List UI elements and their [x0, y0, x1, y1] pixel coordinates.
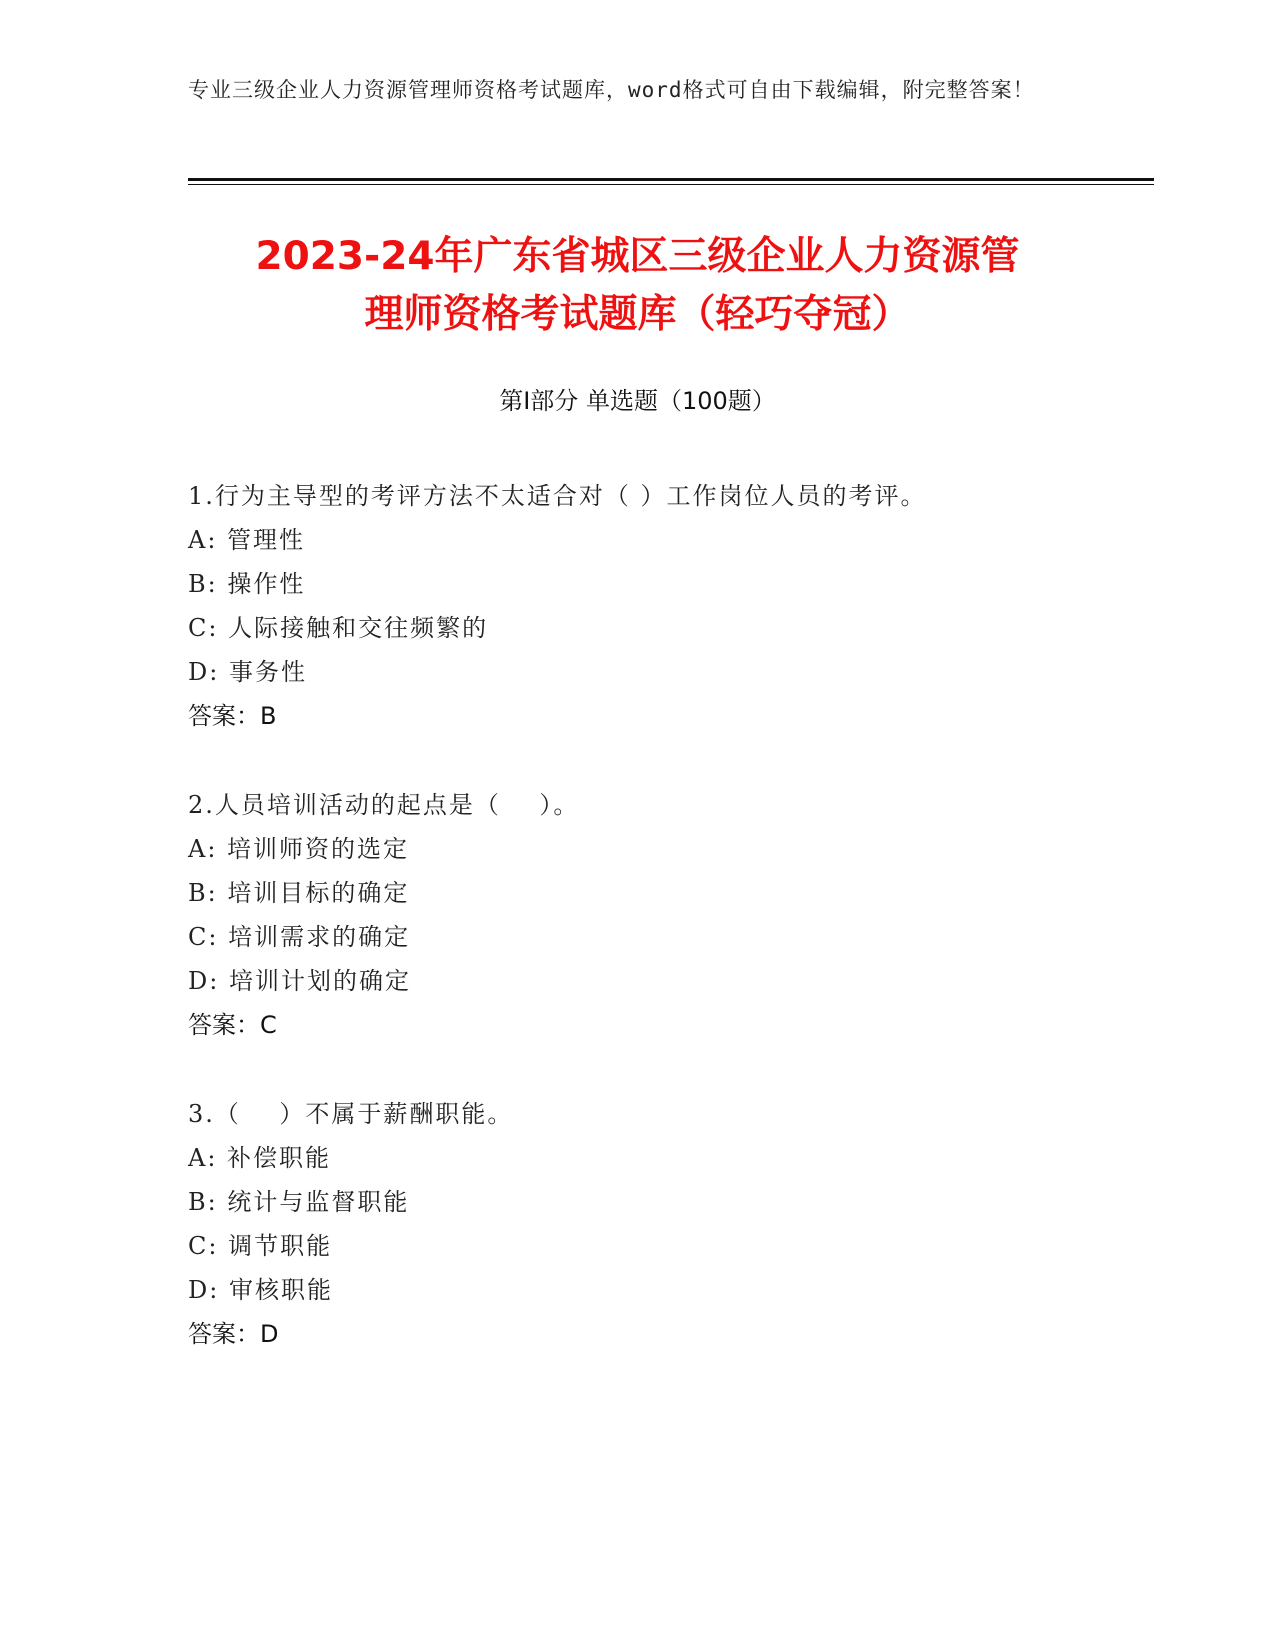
header-rule-thin	[188, 184, 1154, 185]
option-a: A: 管理性	[188, 526, 306, 554]
option-d: D: 审核职能	[188, 1276, 333, 1304]
answer: 答案：D	[188, 1320, 279, 1348]
option-d: D: 培训计划的确定	[188, 967, 411, 995]
header-rule-thick	[188, 178, 1154, 181]
document-title-line-2: 理师资格考试题库（轻巧夺冠）	[364, 292, 911, 337]
option-c: C: 人际接触和交往频繁的	[188, 614, 489, 642]
question-stem: 1.行为主导型的考评方法不太适合对（ ）工作岗位人员的考评。	[188, 482, 927, 510]
option-b: B: 培训目标的确定	[188, 879, 410, 907]
section-title: 第Ⅰ部分 单选题（100题）	[499, 387, 776, 415]
option-b: B: 操作性	[188, 570, 306, 598]
question-3	[188, 1092, 1128, 1356]
option-d: D: 事务性	[188, 658, 307, 686]
header-note: 专业三级企业人力资源管理师资格考试题库，word格式可自由下载编辑，附完整答案！	[188, 78, 1035, 102]
option-a: A: 培训师资的选定	[188, 835, 410, 863]
question-list	[188, 474, 1128, 1401]
option-b: B: 统计与监督职能	[188, 1188, 410, 1216]
answer: 答案：C	[188, 1011, 277, 1039]
question-stem: 3.（ ）不属于薪酬职能。	[188, 1100, 514, 1128]
question-2	[188, 783, 1128, 1047]
answer: 答案：B	[188, 702, 277, 730]
document-title-line-1: 2023-24年广东省城区三级企业人力资源管	[255, 234, 1020, 279]
document-title	[150, 228, 1125, 344]
question-1	[188, 474, 1128, 738]
option-c: C: 调节职能	[188, 1232, 333, 1260]
option-c: C: 培训需求的确定	[188, 923, 411, 951]
question-stem: 2.人员培训活动的起点是（ ）。	[188, 791, 580, 819]
option-a: A: 补偿职能	[188, 1144, 332, 1172]
